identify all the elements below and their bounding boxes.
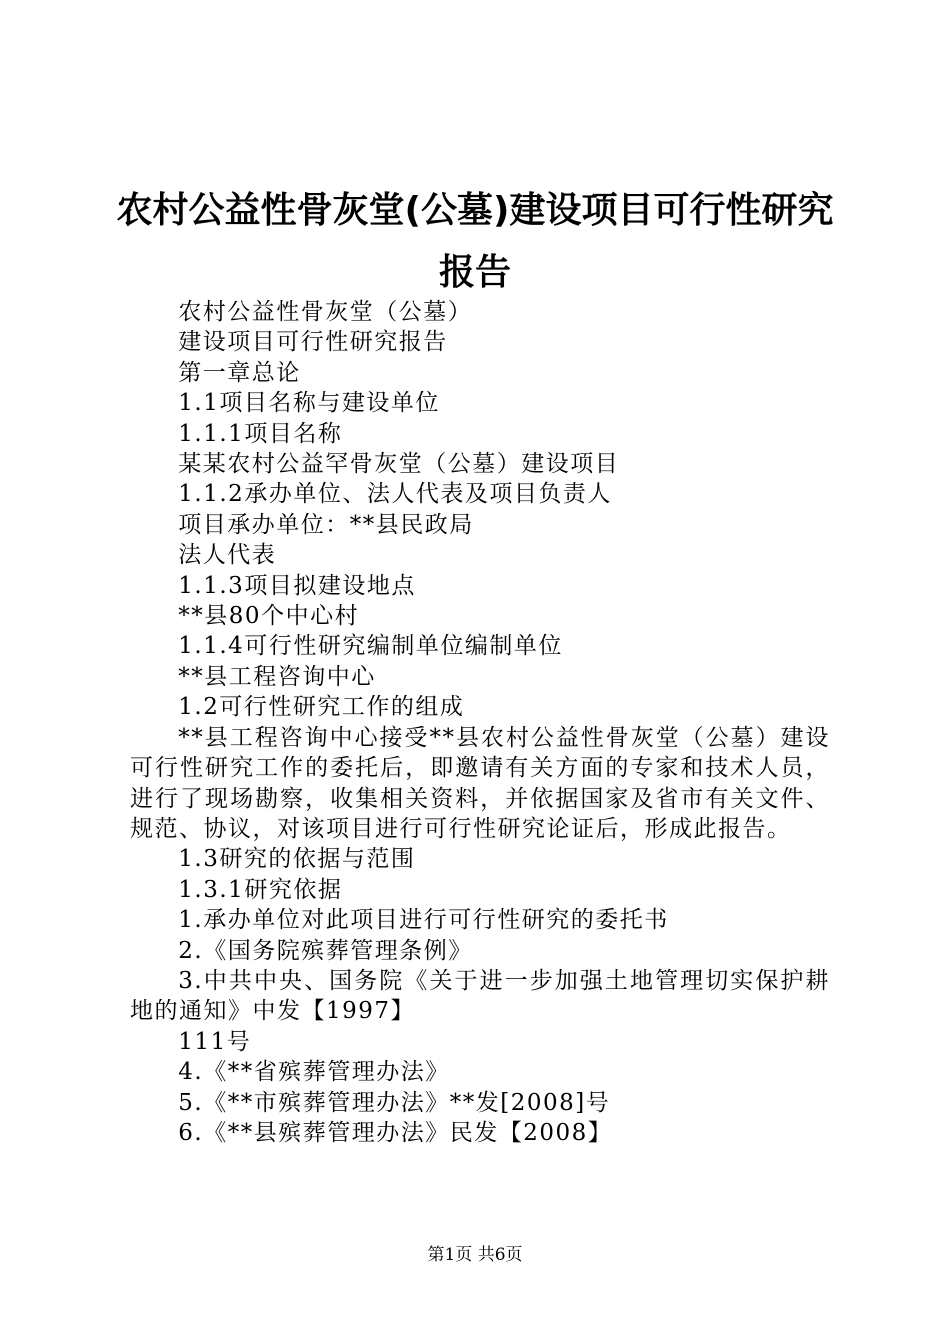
section-heading: 1.2可行性研究工作的组成 — [178, 694, 465, 721]
section-heading: 1.1.4可行性研究编制单位编制单位 — [178, 633, 563, 660]
section-heading: 1.3.1研究依据 — [178, 876, 343, 903]
paragraph: 农村公益性骨灰堂（公墓） — [178, 299, 473, 325]
section-heading: 1.1.2承办单位、法人代表及项目负责人 — [178, 481, 612, 508]
list-item: 2.《国务院殡葬管理条例》 — [178, 937, 473, 964]
paragraph: 111号 — [178, 1028, 252, 1055]
list-item: 6.《**县殡葬管理办法》民发【2008】 — [178, 1119, 613, 1146]
paragraph: **县80个中心村 — [178, 603, 360, 630]
document-title: 农村公益性骨灰堂(公墓)建设项目可行性研究报告 — [116, 190, 834, 293]
paragraph: **县工程咨询中心接受**县农村公益性骨灰堂（公墓）建设可行性研究工作的委托后，即邀请有关方面的专家和技术人员，进行了现场勘察，收集相关资料，并依据国家及省市有关文件、规范、协议，对该项目进行可行性研究论证后，形成此报告。 — [130, 724, 830, 842]
paragraph: 项目承办单位：**县民政局 — [178, 511, 474, 538]
paragraph: 某某农村公益罕骨灰堂（公墓）建设项目 — [178, 451, 620, 478]
list-item: 4.《**省殡葬管理办法》 — [178, 1059, 450, 1086]
section-heading: 1.1项目名称与建设单位 — [178, 390, 440, 417]
paragraph: 法人代表 — [178, 542, 277, 569]
list-item: 3.中共中央、国务院《关于进一步加强土地管理切实保护耕地的通知》中发【1997】 — [130, 967, 830, 1025]
chapter-heading: 第一章总论 — [178, 359, 301, 386]
paragraph: 建设项目可行性研究报告 — [178, 329, 448, 356]
section-heading: 1.3研究的依据与范围 — [178, 846, 416, 873]
section-heading: 1.1.1项目名称 — [178, 420, 343, 447]
list-item: 1.承办单位对此项目进行可行性研究的委托书 — [178, 907, 669, 934]
section-heading: 1.1.3项目拟建设地点 — [178, 572, 416, 599]
document-body — [130, 297, 830, 1148]
page-footer: 第1页 共6页 — [427, 1245, 523, 1265]
list-item: 5.《**市殡葬管理办法》**发[2008]号 — [178, 1089, 611, 1116]
paragraph: **县工程咨询中心 — [178, 663, 376, 690]
